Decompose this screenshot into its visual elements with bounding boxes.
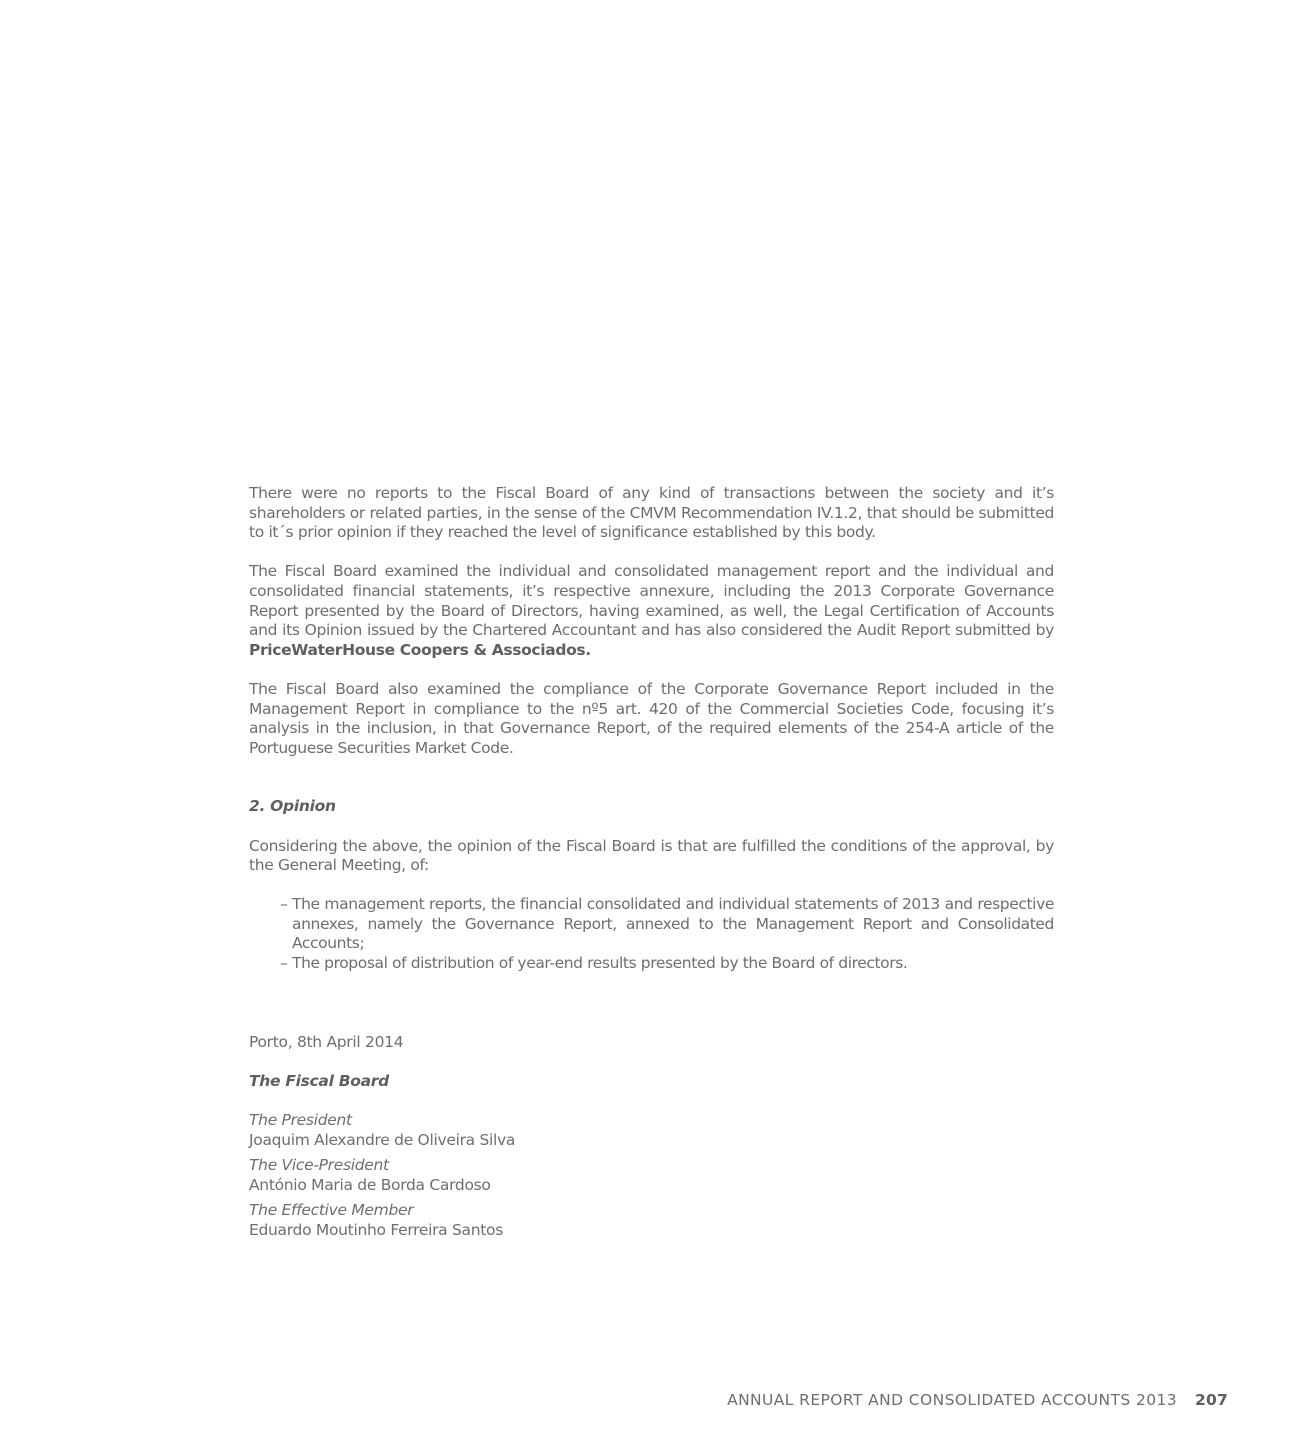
signatory-president (249, 1111, 1054, 1150)
signatory-name: António Maria de Borda Cardoso (249, 1175, 491, 1194)
page-footer (727, 1390, 1228, 1410)
auditor-name: PriceWaterHouse Coopers & Associados. (249, 640, 591, 659)
list-item-text: The proposal of distribution of year-end results presented by the Board of directors. (292, 954, 908, 973)
signatory-role: The Vice-President (249, 1156, 389, 1175)
paragraph-related-parties: There were no reports to the Fiscal Board of any kind of transactions between the society and it’s shareholders or related parties, in the sense of the CMVM Recommendation IV.1.2, that should be submitted to it´s prior opinion if they reached the level of significance established by this body. (249, 484, 1054, 542)
paragraph-examination-text: The Fiscal Board examined the individual and consolidated management report and the individual and consolidated financial statements, it’s respective annexure, including the 2013 Corporate Governance Report presented by the Board of Directors, having examined, as well, the Legal Certification of Accounts and its Opinion issued by the Chartered Accountant and has also considered the Audit Report submitted by (249, 562, 1054, 640)
opinion-list (280, 895, 1054, 973)
signatory-role: The Effective Member (249, 1201, 414, 1220)
list-item (280, 895, 1054, 954)
report-body (249, 484, 1054, 1247)
paragraph-governance-compliance: The Fiscal Board also examined the compliance of the Corporate Governance Report included in the Management Report in compliance to the nº5 art. 420 of the Commercial Societies Code, focusing it’s analysis in the inclusion, in that Governance Report, of the required elements of the 254-A article of the Portuguese Securities Market Code. (249, 679, 1054, 757)
list-item (280, 954, 1054, 974)
paragraph-examination (249, 562, 1054, 660)
place-and-date: Porto, 8th April 2014 (249, 1032, 404, 1051)
bullet-dash: – (280, 954, 288, 973)
section-spacer (249, 758, 1054, 797)
section-heading-opinion: 2. Opinion (249, 797, 336, 816)
signing-body: The Fiscal Board (249, 1071, 389, 1090)
page-number: 207 (1195, 1391, 1228, 1409)
footer-report-title: ANNUAL REPORT AND CONSOLIDATED ACCOUNTS 2013 (727, 1391, 1178, 1409)
list-item-text: The management reports, the financial consolidated and individual statements of 2013 and respective annexes, namely the Governance Report, annexed to the Management Report and Consolidated Accounts; (292, 895, 1054, 953)
signatory-name: Eduardo Moutinho Ferreira Santos (249, 1221, 503, 1239)
bullet-dash: – (280, 895, 288, 914)
signatory-name: Joaquim Alexandre de Oliveira Silva (249, 1130, 516, 1149)
signatory-effective-member (249, 1201, 1054, 1240)
signatory-role: The President (249, 1111, 352, 1130)
signatory-vice-president (249, 1156, 1054, 1195)
opinion-intro: Considering the above, the opinion of the Fiscal Board is that are fulfilled the conditions of the approval, by the General Meeting, of: (249, 836, 1054, 875)
